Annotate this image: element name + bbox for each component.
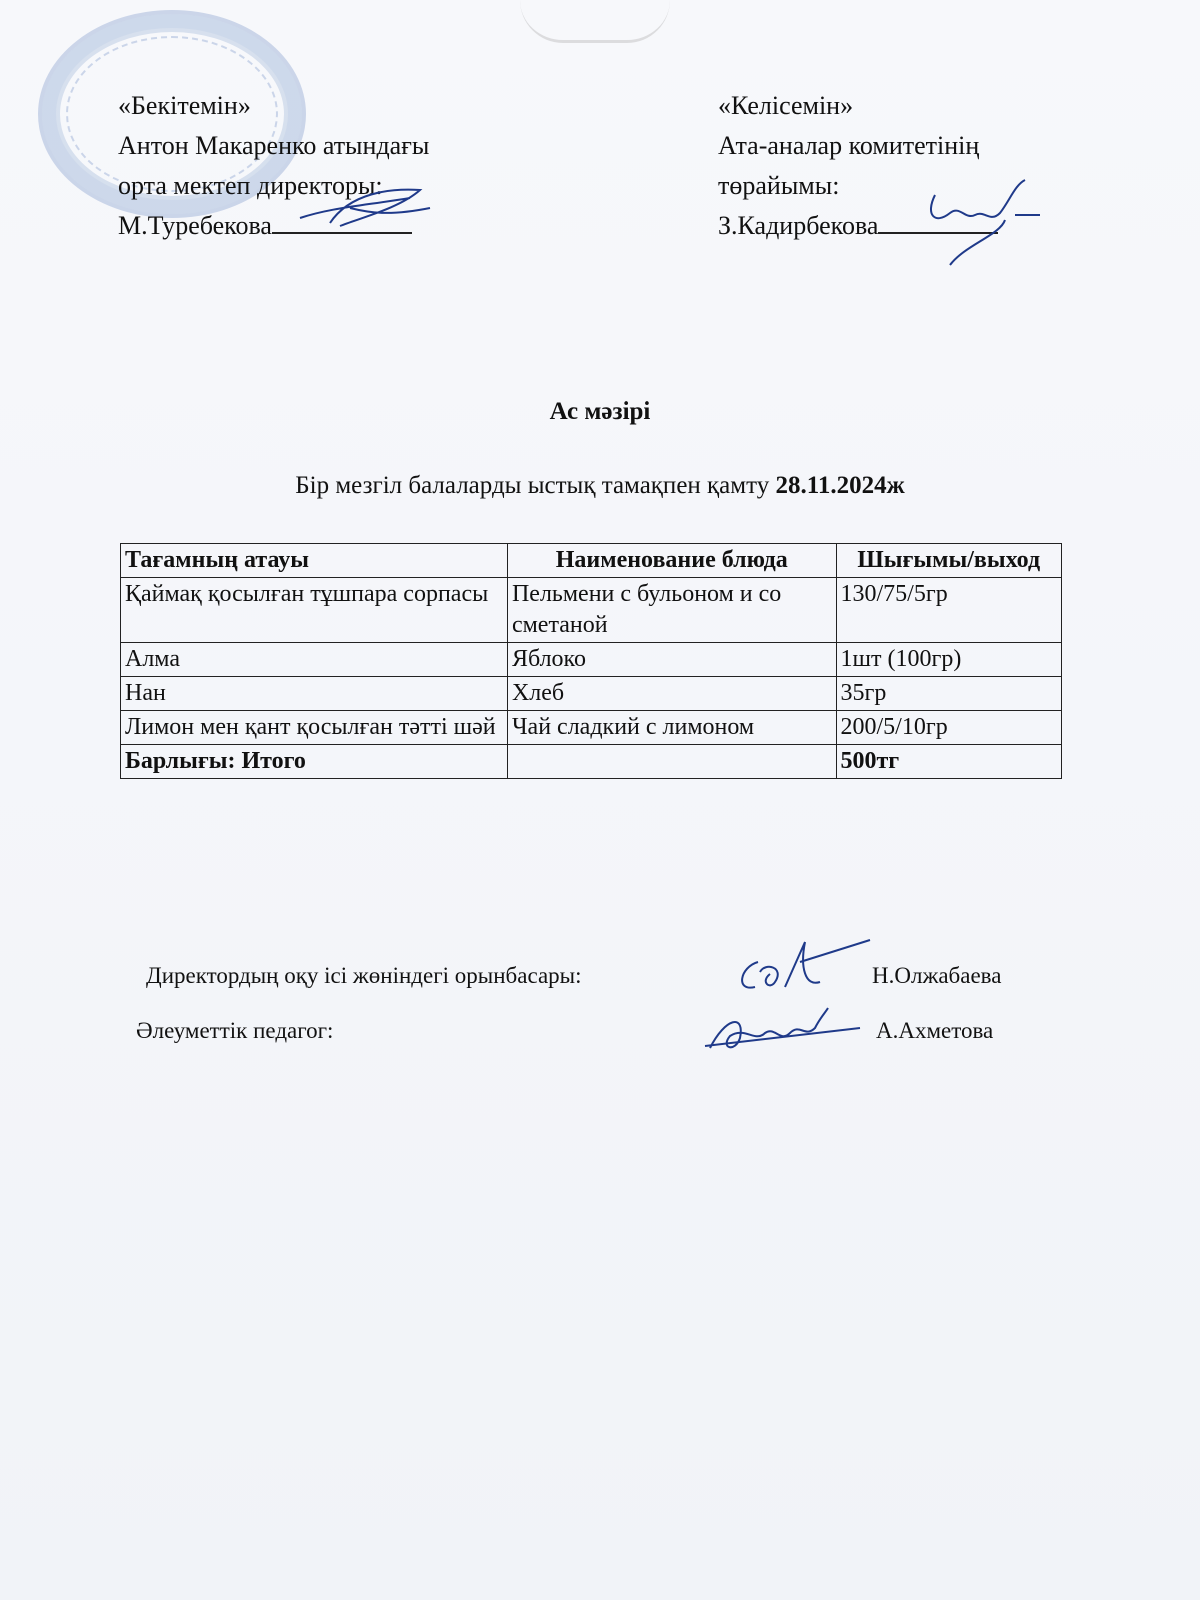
table-cell: 200/5/10гр — [836, 711, 1061, 745]
menu-table — [120, 543, 1062, 779]
subtitle-date: 28.11.2024ж — [775, 472, 905, 499]
table-cell: Қаймақ қосылған тұшпара сорпасы — [121, 578, 508, 643]
approval-line-1: Антон Макаренко атындағы — [118, 131, 430, 160]
pedagogue-name: А.Ахметова — [876, 1018, 994, 1043]
total-value: 500тг — [836, 745, 1061, 779]
page-subtitle — [0, 472, 1200, 500]
deputy-name: Н.Олжабаева — [872, 963, 1002, 988]
deputy-signature — [730, 932, 880, 1002]
header-cell: Наименование блюда — [507, 544, 836, 578]
subtitle-text: Бір мезгіл балаларды ыстық тамақпен қамту — [295, 472, 776, 499]
table-cell: 1шт (100гр) — [836, 643, 1061, 677]
table-cell: Пельмени с бульоном и со сметаной — [507, 578, 836, 643]
agreement-name: З.Кадирбекова — [718, 211, 879, 240]
table-row — [121, 711, 1062, 745]
approval-line-2: орта мектеп директоры: — [118, 171, 383, 200]
table-header-row — [121, 544, 1062, 578]
header-cell: Тағамның атауы — [121, 544, 508, 578]
deputy-role: Директордың оқу ісі жөніндегі орынбасары: — [146, 963, 582, 988]
table-cell: 130/75/5гр — [836, 578, 1061, 643]
table-row — [121, 677, 1062, 711]
agreement-label: «Келісемін» — [718, 91, 854, 120]
approval-label: «Бекітемін» — [118, 91, 251, 120]
pedagogue-role: Әлеуметтік педагог: — [136, 1018, 334, 1043]
page-title: Ас мәзірі — [549, 398, 651, 425]
director-signature — [290, 178, 440, 238]
approval-name: М.Туребекова — [118, 211, 272, 240]
header-cell: Шығымы/выход — [836, 544, 1061, 578]
agreement-line-1: Ата-аналар комитетінің — [718, 131, 980, 160]
table-cell: Алма — [121, 643, 508, 677]
table-cell: Лимон мен қант қосылған тәтті шәй — [121, 711, 508, 745]
table-row — [121, 643, 1062, 677]
table-row — [121, 578, 1062, 643]
table-cell: Нан — [121, 677, 508, 711]
table-total-row — [121, 745, 1062, 779]
committee-signature — [905, 175, 1045, 270]
total-label: Барлығы: Итого — [121, 745, 508, 779]
clip-shadow — [520, 0, 670, 43]
pedagogue-signature — [700, 998, 870, 1068]
table-cell: Чай сладкий с лимоном — [507, 711, 836, 745]
table-cell: Яблоко — [507, 643, 836, 677]
table-cell: 35гр — [836, 677, 1061, 711]
agreement-line-2: төрайымы: — [718, 171, 840, 200]
table-cell: Хлеб — [507, 677, 836, 711]
total-empty-cell — [507, 745, 836, 779]
